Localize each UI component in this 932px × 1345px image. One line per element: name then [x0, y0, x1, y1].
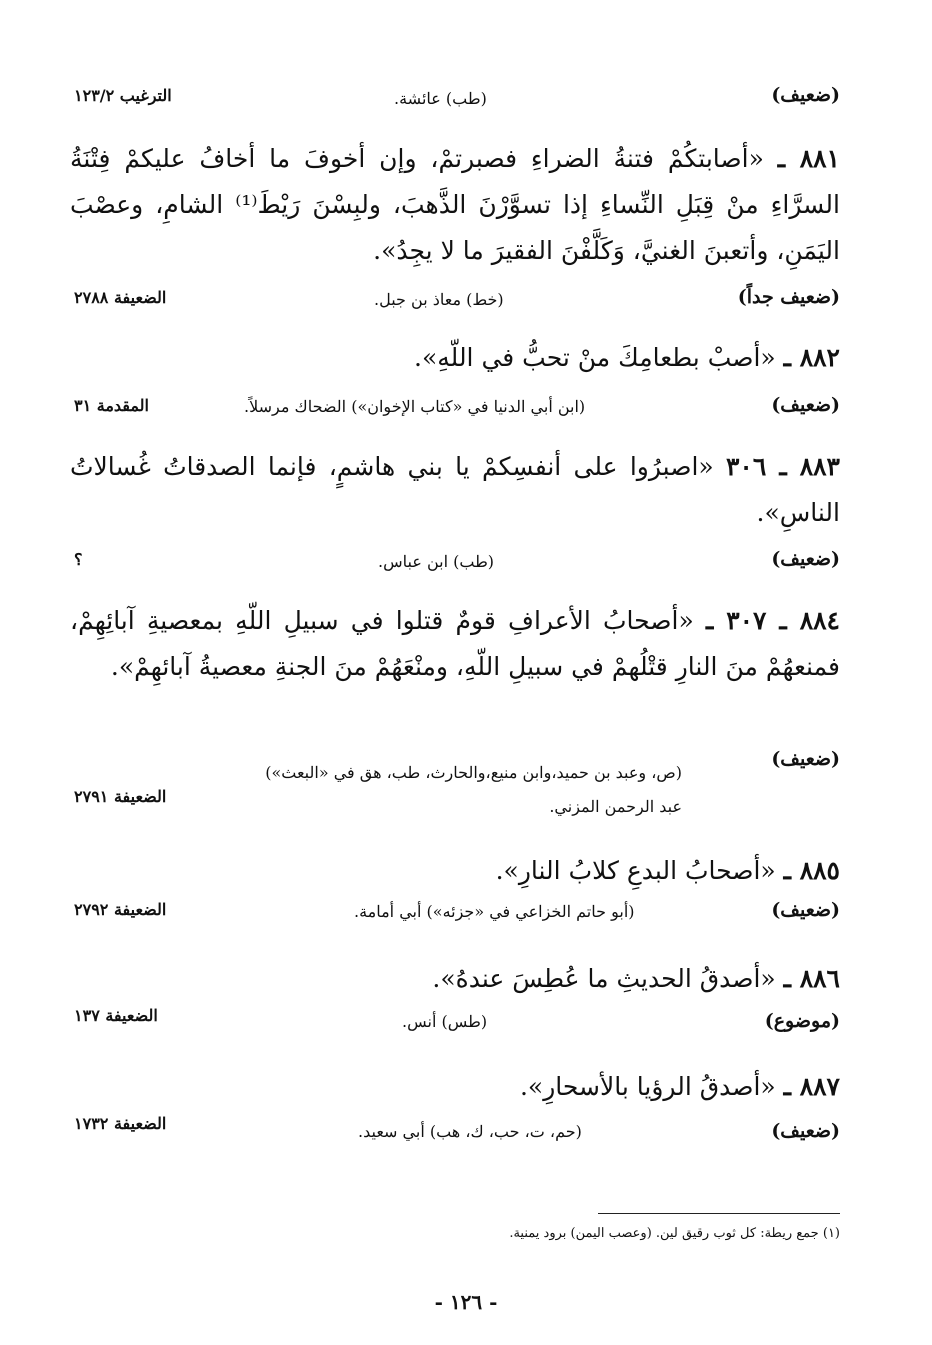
- source-884: (ص، وعبد بن حميد،وابن منيع،والحارث، طب، هق في «البعث») عبد الرحمن المزني.: [265, 763, 682, 816]
- source-887: (حم، ت، حب، ك، هب) أبي سعيد.: [358, 1122, 582, 1141]
- source-882: (ابن أبي الدنيا في «كتاب الإخوان») الضحاك مرسلاً.: [244, 397, 586, 416]
- reference-887: الضعيفة ١٧٣٢: [74, 1114, 167, 1133]
- hadith-886: [70, 956, 840, 1002]
- page-number: - ١٢٦ -: [434, 1290, 498, 1314]
- reference-883: ؟: [74, 550, 83, 569]
- source-881: (خط) معاذ بن جبل.: [374, 290, 504, 309]
- hadith-text: «أصحابُ البدعِ كلابُ النارِ».: [495, 856, 776, 885]
- hadith-881: [70, 136, 840, 276]
- footnote-rule: [598, 1213, 840, 1214]
- hadith-text: «أصحابُ الأعرافِ قومٌ قتلوا في سبيلِ اللّهِ بمعصيةِ آبائِهِمْ، فمنعهُمْ منَ النارِ قتْلُهمْ في سبيلِ اللّهِ، ومنْعَهُمْ منَ الجنةِ معصيةُ آبائهِمْ».: [70, 606, 840, 681]
- hadith-882: [70, 335, 840, 381]
- reference-886: الضعيفة ١٣٧: [74, 1006, 158, 1025]
- hadith-text: «اصبرُوا على أنفسِكمْ يا بني هاشمٍ، فإنما الصدقاتُ غُسالاتُ الناسِ».: [70, 452, 840, 527]
- reference-885: الضعيفة ٢٧٩٢: [74, 900, 167, 919]
- ruling-887: (ضعيف): [771, 1120, 840, 1142]
- reference-881: الضعيفة ٢٧٨٨: [74, 288, 167, 307]
- hadith-887: [70, 1064, 840, 1110]
- source-883: (طب) ابن عباس.: [378, 552, 495, 571]
- hadith-number: ٨٨١ ـ: [777, 144, 840, 173]
- hadith-number: ٨٨٦ ـ: [783, 964, 840, 993]
- hadith-number: ٨٨٥ ـ: [783, 856, 840, 885]
- header-reference: الترغيب ١٢٣/٢: [74, 86, 172, 105]
- ruling-885: (ضعيف): [771, 899, 840, 921]
- reference-882: المقدمة ٣١: [74, 396, 149, 415]
- source-885: (أبو حاتم الخزاعي في «جزئه») أبي أمامة.: [354, 902, 635, 921]
- ruling-884: (ضعيف): [771, 748, 840, 770]
- ruling-882: (ضعيف): [771, 394, 840, 416]
- ruling-881: (ضعيف جداً): [737, 286, 840, 308]
- source-886: (طس) أنس.: [402, 1012, 488, 1031]
- header-source: (طب) عائشة.: [394, 89, 487, 108]
- hadith-884: [70, 598, 840, 736]
- ruling-886: (موضوع): [764, 1010, 840, 1032]
- header-ruling: (ضعيف): [771, 84, 840, 106]
- ruling-883: (ضعيف): [771, 548, 840, 570]
- hadith-885: [70, 848, 840, 894]
- hadith-number: ٨٨٢ ـ: [783, 343, 840, 372]
- hadith-text: «أصدقُ الحديثِ ما عُطِسَ عندهُ».: [432, 964, 776, 993]
- hadith-number: ٨٨٤ ـ ٣٠٧ ـ: [705, 606, 840, 635]
- hadith-text: «أصابتكُمْ فتنةُ الضراءِ فصبرتمْ، وإن أخوفَ ما أخافُ عليكمْ فِتْنَةُ السرَّاءِ منْ قِبَلِ النِّساءِ إذا تسوَّرْنَ الذَّهبَ، ولبِسْنَ رَيْطَ⁽¹⁾ الشامِ، وعصْبَ اليَمَنِ، وأتعبنَ الغنيَّ، وَكَلَّفْنَ الفقيرَ ما لا يجِدُ».: [70, 144, 840, 265]
- footnote: (١) جمع ريطة: كل ثوب رقيق لين. (وعصب اليمن) برود يمنية.: [509, 1226, 840, 1241]
- hadith-text: «أصبْ بطعامِكَ منْ تحبُّ في اللّهِ».: [414, 343, 776, 372]
- hadith-883: [70, 444, 840, 536]
- hadith-text: «أصدقُ الرؤيا بالأسحارِ».: [519, 1072, 776, 1101]
- reference-884: الضعيفة ٢٧٩١: [74, 787, 167, 806]
- hadith-number: ٨٨٣ ـ ٣٠٦: [725, 452, 840, 481]
- hadith-number: ٨٨٧ ـ: [783, 1072, 840, 1101]
